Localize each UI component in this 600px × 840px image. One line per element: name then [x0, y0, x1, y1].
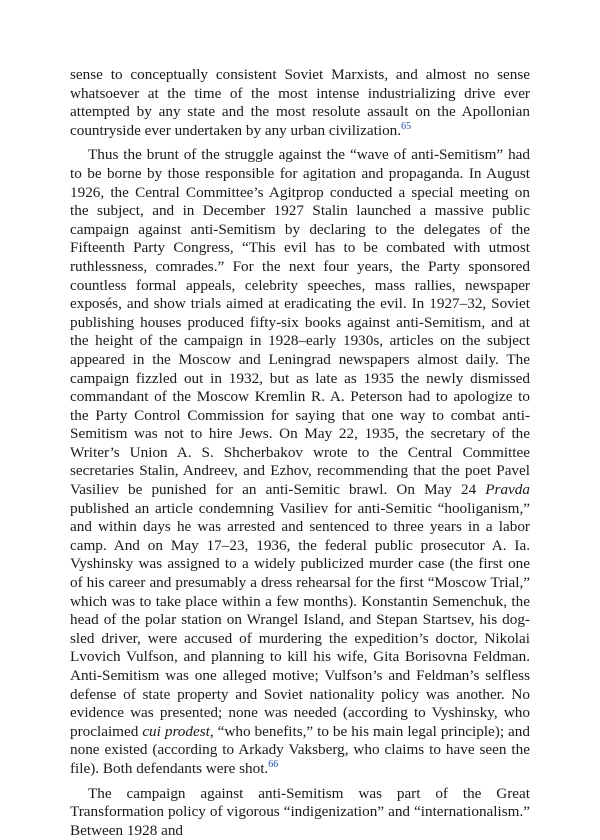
paragraph-2 [70, 146, 530, 778]
paragraph-3-text: The campaign against anti-Semitism was part of the Great Transformation policy of vigorous “indigenization” and “internationalism.” Between 1928 and [70, 784, 530, 839]
latin-phrase-cui-prodest: cui prodest [142, 722, 210, 740]
newspaper-title-pravda: Pravda [485, 481, 530, 499]
paragraph-1-text: sense to conceptually consistent Soviet Marxists, and almost no sense whatsoever at the time of the most intense industrializing drive ever attempted by any state and the most resolute assault on the Apollonian countryside ever undertaken by any urban civilization. [70, 66, 530, 139]
paragraph-1 [70, 66, 530, 140]
paragraph-3 [70, 785, 530, 840]
paragraph-2-text-a: Thus the brunt of the struggle against the “wave of anti-Semitism” had to be borne by those responsible for agitation and propaganda. In August 1926, the Central Committee’s Agitprop conducted a special meeting on the subject, and in December 1927 Stalin launched a massive public campaign against anti-Semitism by declaring to the delegates of the Fifteenth Party Congress, “This evil has to be combated with utmost ruthlessness, comrades.” For the next four years, the Party sponsored countless formal appeals, celebrity speeches, mass rallies, newspaper exposés, and show trials aimed at eradicating the evil. In 1927–32, Soviet publishing houses produced fifty-six books against anti-Semitism, and at the height of the campaign in 1928–early 1930s, articles on the subject appeared in the Moscow and Leningrad newspapers almost daily. The campaign fizzled out in 1932, but as late as 1935 the newly dismissed commandant of the Moscow Kremlin R. A. Peterson had to apologize to the Party Control Commission for saying that one way to combat anti-Semitism was not to hire Jews. On May 22, 1935, the secretary of the Writer’s Union A. S. Shcherbakov wrote to the Central Committee secretaries Stalin, Andreev, and Ezhov, recommending that the poet Pavel Vasiliev be punished for an anti-Semitic brawl. On May 24 [70, 146, 530, 499]
paragraph-2-text-c: , “who benefits,” to be his main legal principle); and none existed (according to Arkady Vaksberg, who claims to have seen the file). Both defendants were shot. [70, 722, 530, 777]
paragraph-2-text-b: published an article condemning Vasiliev for anti-Semitic “hooliganism,” and within days he was arrested and sentenced to three years in a labor camp. And on May 17–23, 1936, the federal public prosecutor A. Ia. Vyshinsky was assigned to a widely publicized murder case (the first one of his career and presumably a dress rehearsal for the first “Moscow Trial,” which was to take place within a few months). Konstantin Semenchuk, the head of the polar station on Wrangel Island, and Stepan Startsev, his dog-sled driver, were accused of murdering the expedition’s doctor, Nikolai Lvovich Vulfson, and planning to kill his wife, Gita Borisovna Feldman. Anti-Semitism was one alleged motive; Vulfson’s and Feldman’s selfless defense of state property and Soviet nationality policy was another. No evidence was presented; none was needed (according to Vyshinsky, who proclaimed [70, 499, 530, 740]
footnote-ref-65[interactable]: 65 [401, 120, 412, 132]
footnote-ref-66[interactable]: 66 [268, 758, 279, 770]
document-page [70, 66, 530, 840]
